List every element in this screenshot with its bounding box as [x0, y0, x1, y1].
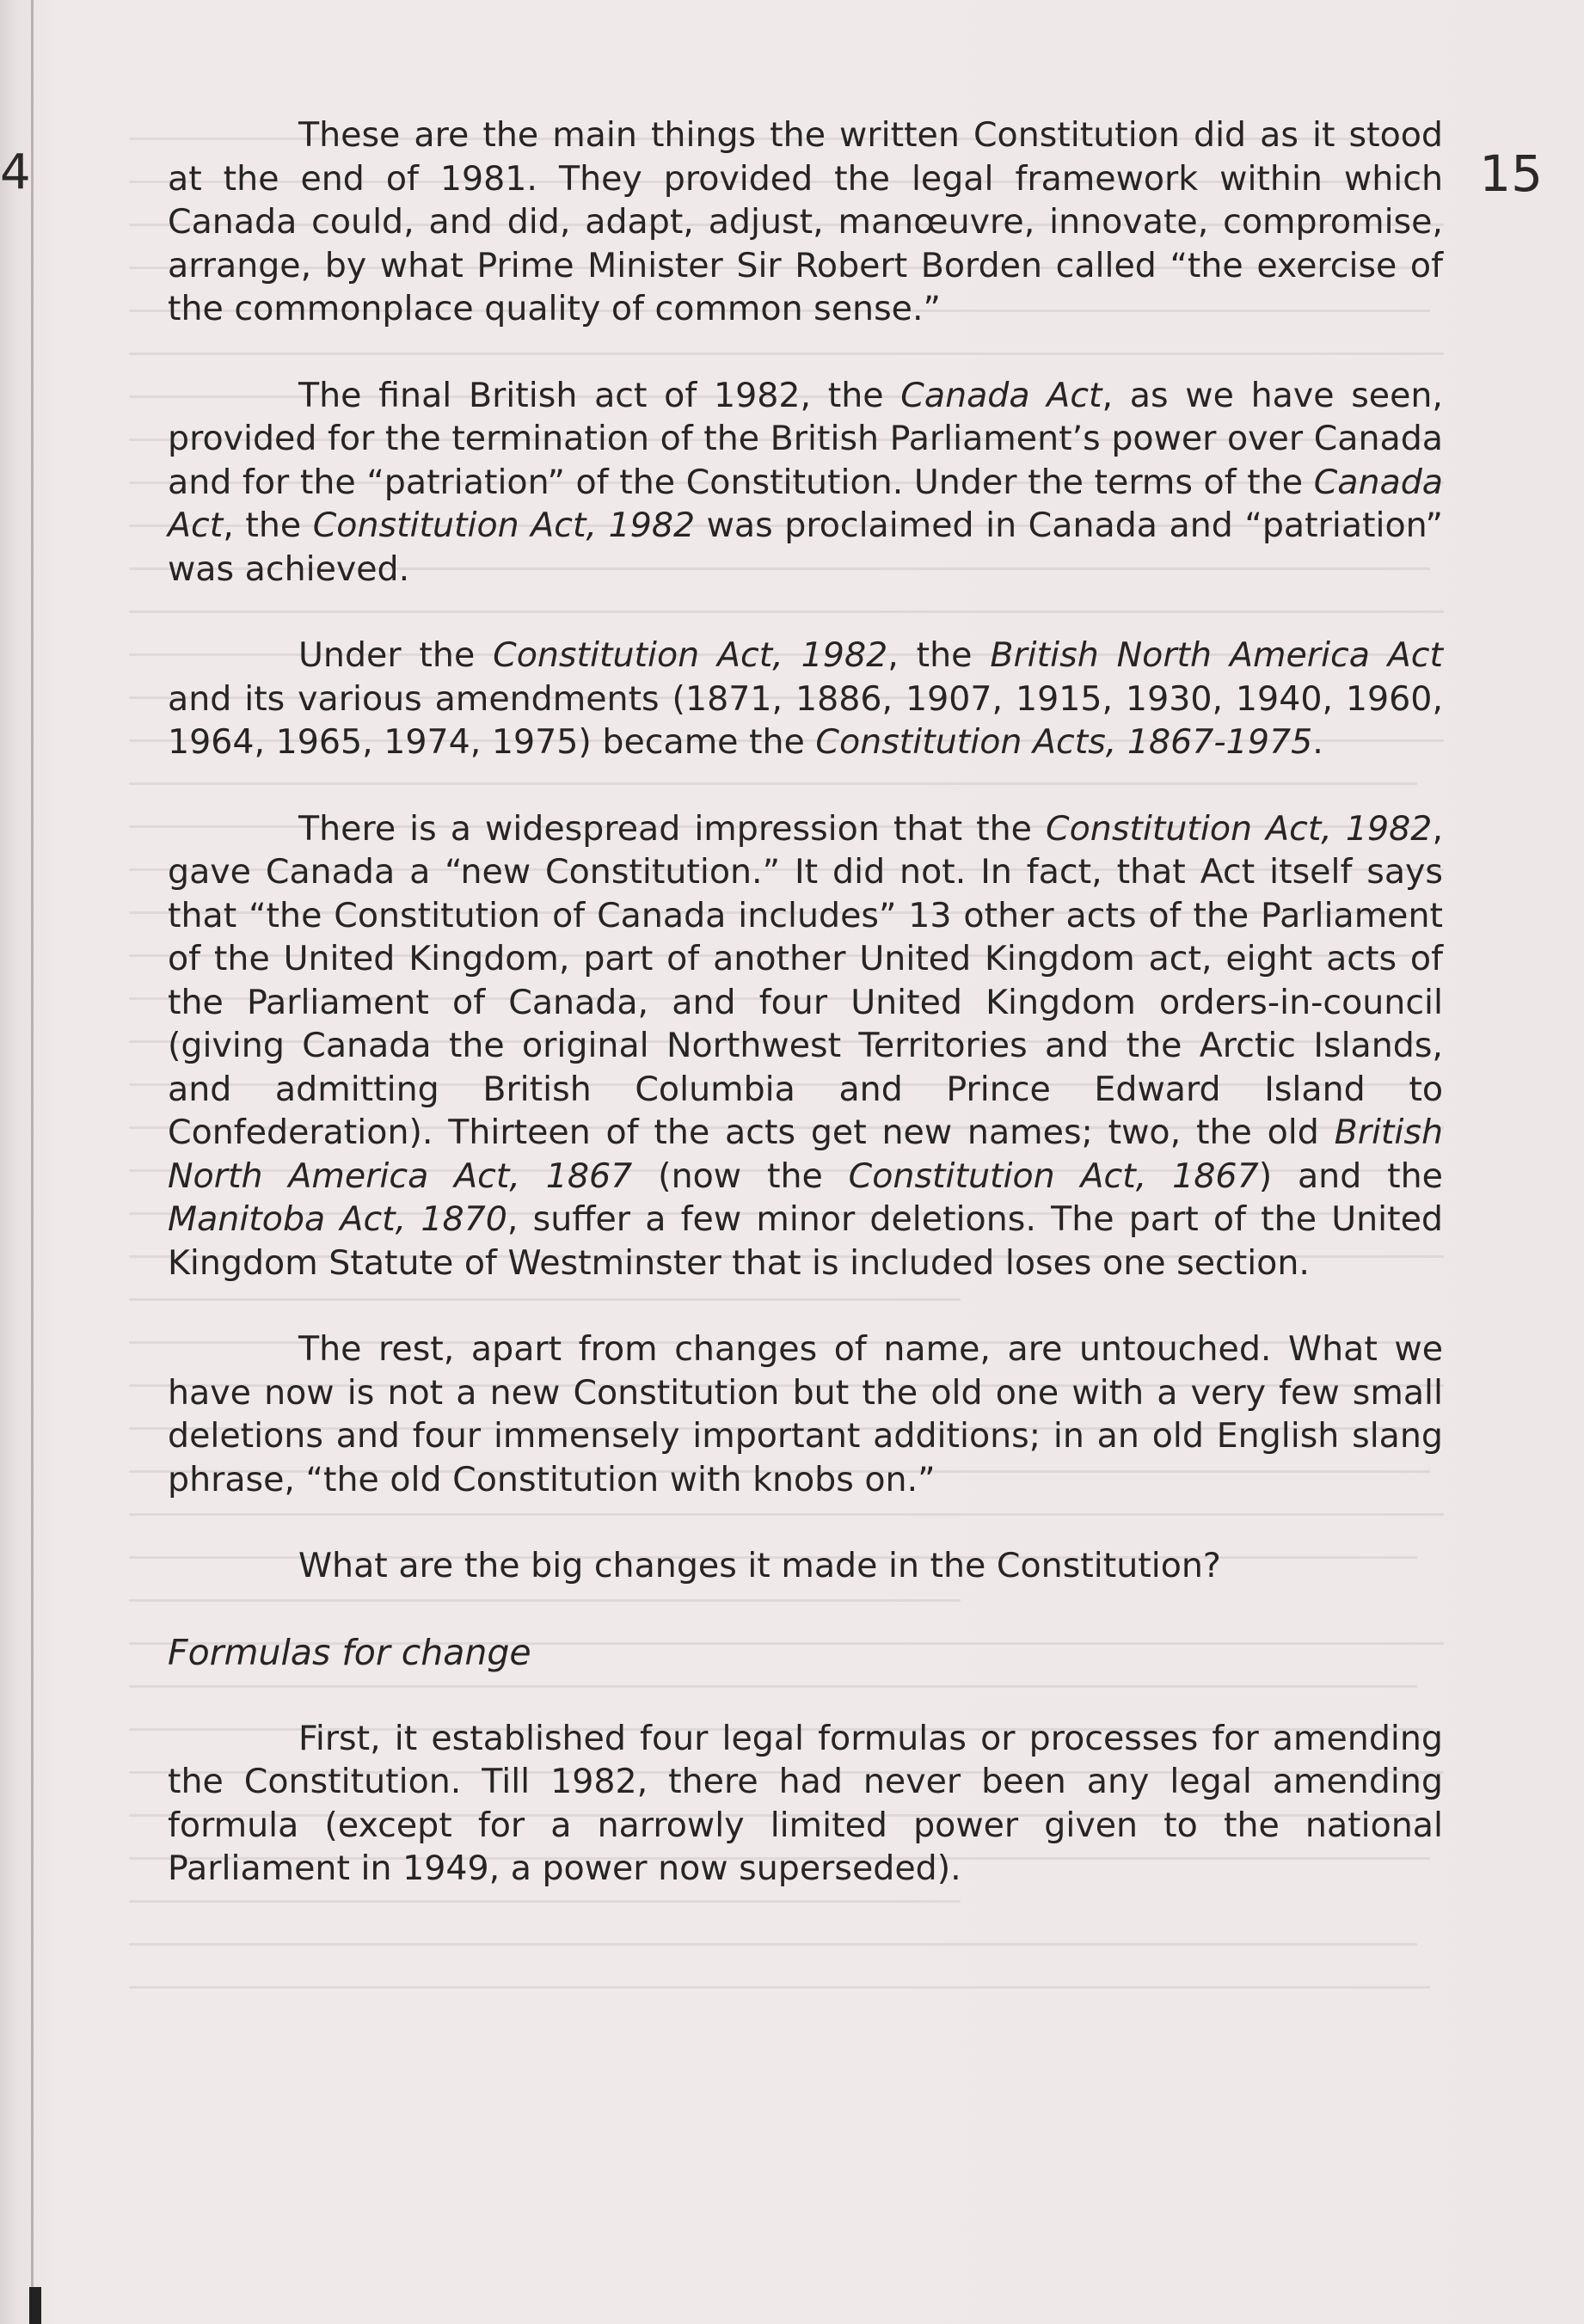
- text-run: , the: [223, 506, 313, 545]
- text-run: was proclaimed in Canada and “patriation” was achieved.: [168, 506, 1443, 589]
- paragraph: [168, 1328, 1443, 1501]
- paragraph: [168, 1717, 1443, 1891]
- italic-text: British North America Act: [990, 635, 1443, 675]
- italic-text: Constitution Acts, 1867-1975: [815, 722, 1313, 762]
- show-through-line: [129, 1986, 1430, 1989]
- paragraph: [168, 374, 1443, 592]
- text-run: .: [1312, 722, 1323, 762]
- text-run: The final British act of 1982, the: [298, 375, 901, 415]
- paragraph: [168, 113, 1443, 331]
- body-paragraphs: [168, 113, 1443, 1588]
- italic-text: British North America Act, 1867: [168, 1113, 1443, 1196]
- binding-mark: [29, 2287, 41, 2324]
- book-spine: [31, 0, 34, 2324]
- text-run: and its various amendments (1871, 1886, 1907, 1915, 1930, 1940, 1960, 1964, 1965, 1974, 1975) became the: [168, 678, 1443, 762]
- show-through-line: [129, 1943, 1417, 1946]
- italic-text: Canada Act: [168, 462, 1443, 545]
- text-run: What are the big changes it made in the Constitution?: [298, 1546, 1221, 1585]
- text-run: ) and the: [1258, 1156, 1443, 1196]
- text-run: (now the: [632, 1156, 849, 1196]
- page-body: [168, 113, 1443, 1934]
- text-run: , suffer a few minor deletions. The part of the United Kingdom Statute of Westminster that is included loses one section.: [168, 1199, 1443, 1283]
- facing-page-number: 4: [0, 144, 31, 200]
- text-run: Under the: [298, 635, 494, 675]
- italic-text: Manitoba Act, 1870: [168, 1199, 507, 1239]
- italic-text: Constitution Act, 1867: [848, 1156, 1259, 1196]
- section-paragraphs: [168, 1717, 1443, 1891]
- italic-text: Constitution Act, 1982: [1046, 808, 1433, 849]
- text-run: The rest, apart from changes of name, are untouched. What we have now is not a new Constitution but the old one with a very few small deletions and four immensely important additions; in an old English slang phrase, “the old Constitution with knobs on.”: [168, 1329, 1443, 1499]
- text-run: These are the main things the written Constitution did as it stood at the end of 1981. They provided the legal framework within which Canada could, and did, adapt, adjust, manœuvre, innovate, compromise, arrange, by what Prime Minister Sir Robert Borden called “the exercise of the commonplace quality of common sense.”: [168, 115, 1443, 328]
- italic-text: Constitution Act, 1982: [312, 506, 696, 545]
- paragraph: [168, 1544, 1443, 1588]
- text-run: First, it established four legal formulas or processes for amending the Constitution. Till 1982, there had never been any legal amending formula (except for a narrowly limited power given to the national Parliament in 1949, a power now superseded).: [168, 1718, 1443, 1888]
- text-run: , the: [887, 635, 991, 675]
- section-heading: Formulas for change: [168, 1631, 531, 1673]
- text-run: , gave Canada a “new Constitution.” It did not. In fact, that Act itself says that “the Constitution of Canada includes” 13 other acts of the Parliament of the United Kingdom, part of another United Kingdom act, eight acts of the Parliament of Canada, and four United Kingdom orders-in-council (giving Canada the original Northwest Territories and the Arctic Islands, and admitting British Columbia and Prince Edward Island to Confederation). Thirteen of the acts get new names; two, the old: [168, 808, 1443, 1152]
- italic-text: Canada Act: [900, 375, 1102, 415]
- page-number: 15: [1479, 144, 1543, 203]
- text-run: There is a widespread impression that the: [298, 808, 1047, 849]
- italic-text: Constitution Act, 1982: [493, 635, 888, 675]
- paragraph: [168, 807, 1443, 1285]
- paragraph: [168, 634, 1443, 764]
- text-run: , as we have seen, provided for the termination of the British Parliament’s power over Canada and for the “patriation” of the Constitution. Under the terms of the: [168, 375, 1443, 502]
